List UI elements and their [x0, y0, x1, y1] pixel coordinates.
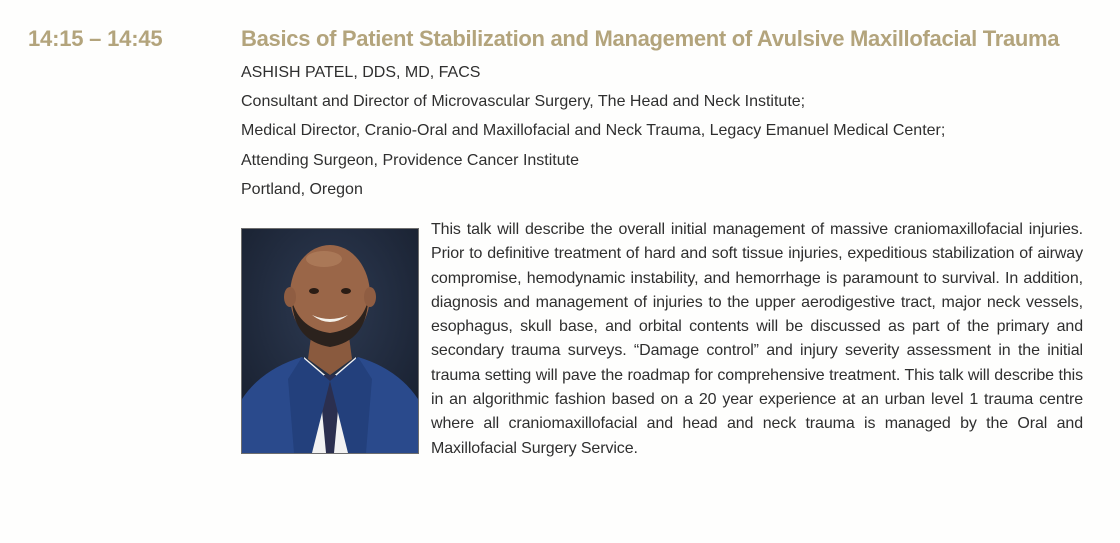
speaker-photo [241, 228, 419, 454]
session-time: 14:15 – 14:45 [28, 26, 163, 51]
speaker-portrait-image [242, 229, 418, 453]
speaker-name: ASHISH PATEL, DDS, MD, FACS [241, 64, 481, 81]
speaker-info [241, 58, 945, 204]
talk-abstract: This talk will describe the overall initial management of massive craniomaxillofacial injuries. Prior to definitive treatment of hard and soft tissue injuries, expeditious stabilization of airway compromise, hemodynamic instability, and hemorrhage is paramount to survival. In addition, diagnosis and management of injuries to the upper aerodigestive tract, major neck vessels, esophagus, skull base, and orbital contents will be discussed as part of the primary and secondary trauma surveys. “Damage control” and injury severity assessment in the initial trauma setting will pave the roadmap for comprehensive treatment. This talk will describe this in an algorithmic fashion based on a 20 year experience at an urban level 1 trauma centre where all craniomaxillofacial and head and neck trauma is managed by the Oral and Maxillofacial Surgery Service. [431, 221, 1083, 457]
speaker-location: Portland, Oregon [241, 180, 363, 198]
speaker-affiliation: Consultant and Director of Microvascular Surgery, The Head and Neck Institute; [241, 93, 806, 111]
session-title: Basics of Patient Stabilization and Management of Avulsive Maxillofacial Trauma [241, 26, 1060, 51]
speaker-affiliation: Attending Surgeon, Providence Cancer Institute [241, 151, 579, 169]
speaker-affiliation: Medical Director, Cranio-Oral and Maxillofacial and Neck Trauma, Legacy Emanuel Medical Center; [241, 122, 946, 140]
